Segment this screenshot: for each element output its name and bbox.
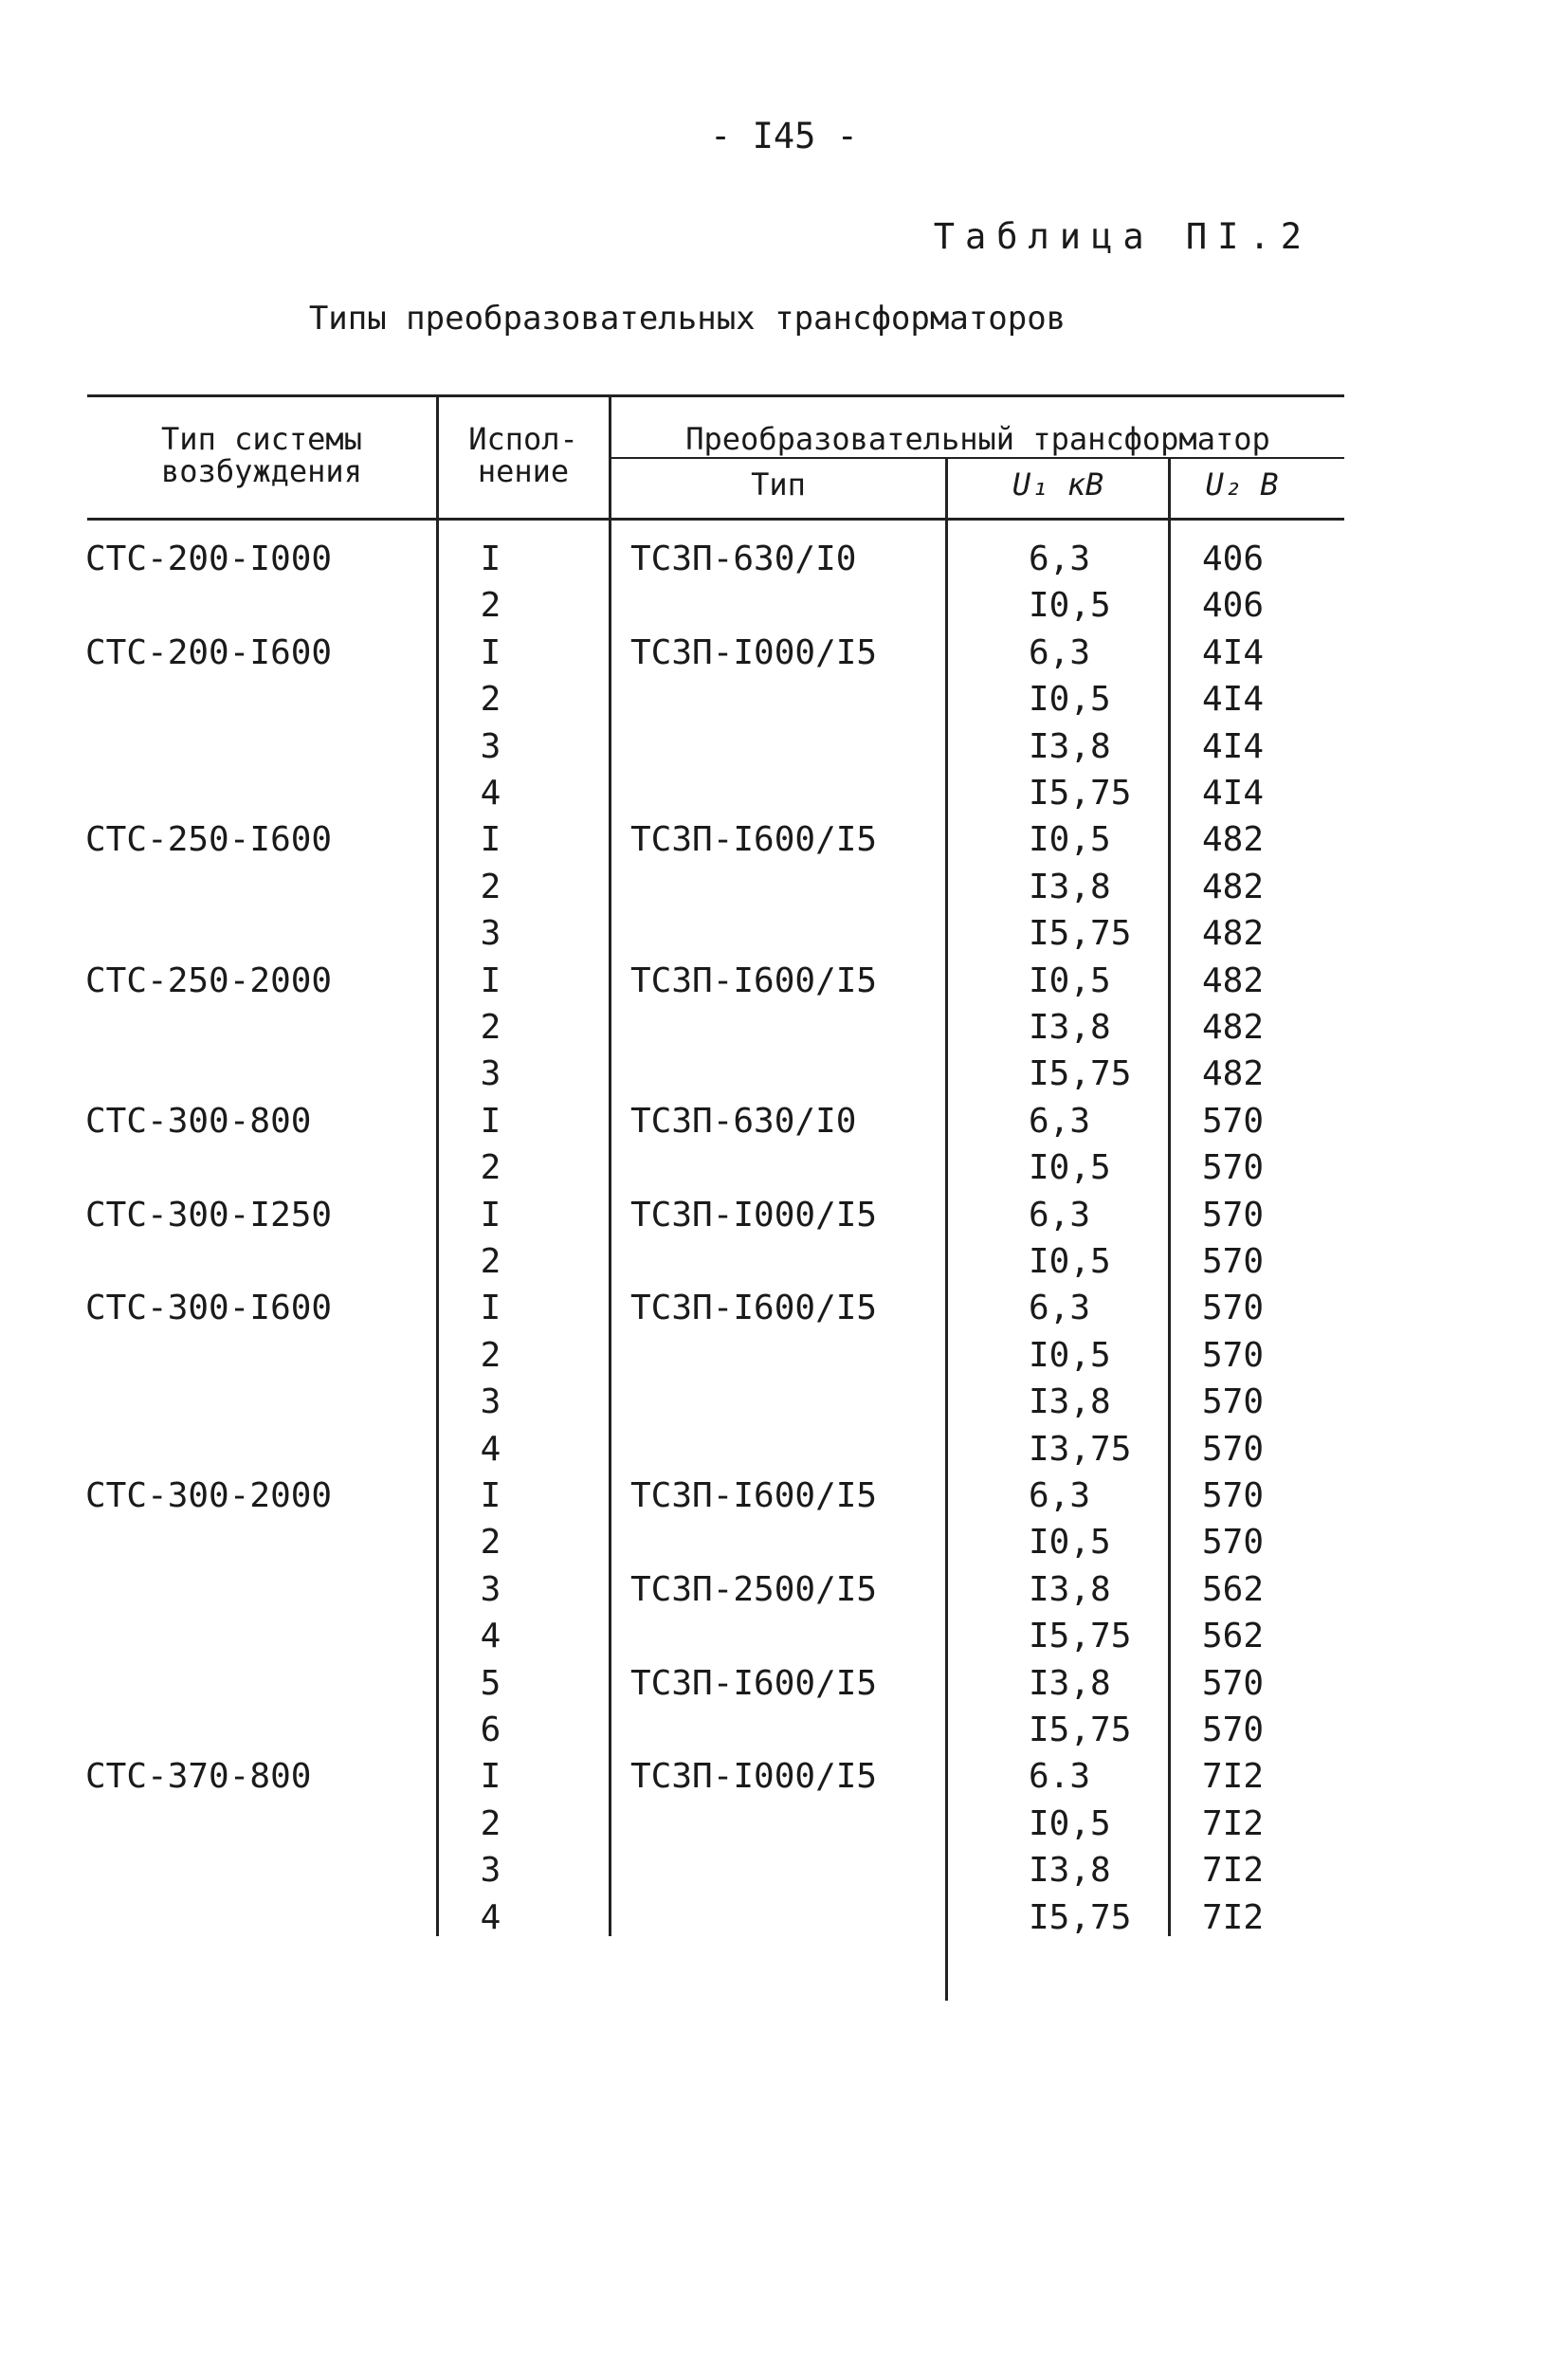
- header-version: [440, 423, 607, 487]
- cell-type: ТСЗП-630/I0: [630, 540, 857, 578]
- cell-version: I: [480, 540, 501, 578]
- cell-version: I: [480, 1757, 501, 1796]
- cell-system: СТС-250-2000: [85, 961, 333, 1000]
- cell-u2: 482: [1202, 868, 1265, 906]
- table-row: [0, 630, 1568, 676]
- table-title: Типы преобразовательных трансформаторов: [308, 300, 1067, 338]
- table-row: [0, 864, 1568, 910]
- table-row: [0, 1051, 1568, 1097]
- cell-system: СТС-300-800: [85, 1102, 312, 1141]
- cell-u1: I5,75: [1029, 1054, 1132, 1093]
- cell-system: СТС-300-I250: [85, 1196, 333, 1235]
- cell-u1: I3,75: [1029, 1430, 1132, 1469]
- cell-u1: I3,8: [1029, 868, 1111, 906]
- cell-version: 4: [480, 774, 501, 813]
- cell-version: 5: [480, 1664, 501, 1703]
- cell-version: 2: [480, 1804, 501, 1843]
- cell-system: СТС-200-I000: [85, 540, 333, 578]
- cell-u2: 482: [1202, 961, 1265, 1000]
- header-u2: U₂ В: [1205, 467, 1279, 503]
- cell-u1: I3,8: [1029, 1570, 1111, 1609]
- header-version-line2: нение: [477, 453, 570, 489]
- table-row: [0, 1707, 1568, 1753]
- table-row: [0, 1801, 1568, 1847]
- cell-type: ТСЗП-I600/I5: [630, 820, 878, 859]
- header-system-line1: Тип системы: [161, 421, 362, 457]
- header-u1: U₁ кВ: [1012, 467, 1104, 503]
- cell-version: I: [480, 1196, 501, 1235]
- header-type: Тип: [751, 467, 806, 503]
- cell-u2: 7I2: [1202, 1804, 1265, 1843]
- cell-u2: 570: [1202, 1242, 1265, 1281]
- table-row: [0, 1379, 1568, 1425]
- table-row: [0, 1566, 1568, 1613]
- cell-version: 2: [480, 1148, 501, 1187]
- cell-u1: I0,5: [1029, 1148, 1111, 1187]
- cell-u2: 570: [1202, 1289, 1265, 1327]
- table-label: Таблица ПI.2: [933, 216, 1312, 257]
- table-row: [0, 1894, 1568, 1941]
- cell-u1: I5,75: [1029, 1617, 1132, 1656]
- table-row: [0, 1473, 1568, 1519]
- cell-u2: 4I4: [1202, 680, 1265, 719]
- table-row: [0, 1192, 1568, 1238]
- cell-version: 2: [480, 868, 501, 906]
- cell-u2: 562: [1202, 1617, 1265, 1656]
- cell-type: ТСЗП-I000/I5: [630, 1196, 878, 1235]
- cell-u1: I3,8: [1029, 1851, 1111, 1890]
- cell-u1: I0,5: [1029, 1336, 1111, 1375]
- page-number: - I45 -: [710, 116, 858, 156]
- table-row: [0, 1660, 1568, 1707]
- cell-version: I: [480, 1289, 501, 1327]
- cell-u1: I3,8: [1029, 727, 1111, 766]
- header-system-line2: возбуждения: [161, 453, 362, 489]
- table-row: [0, 582, 1568, 629]
- table-row: [0, 958, 1568, 1004]
- cell-version: 2: [480, 680, 501, 719]
- cell-u1: I0,5: [1029, 1523, 1111, 1562]
- cell-u1: I3,8: [1029, 1664, 1111, 1703]
- header-bottom-rule: [87, 518, 1344, 521]
- cell-type: ТСЗП-I600/I5: [630, 1476, 878, 1515]
- table-row: [0, 1847, 1568, 1893]
- cell-u1: I0,5: [1029, 820, 1111, 859]
- cell-system: СТС-250-I600: [85, 820, 333, 859]
- cell-u1: 6,3: [1029, 1289, 1091, 1327]
- cell-u1: I5,75: [1029, 774, 1132, 813]
- table-row: [0, 1098, 1568, 1144]
- cell-u2: 7I2: [1202, 1851, 1265, 1890]
- cell-version: 4: [480, 1430, 501, 1469]
- cell-u1: 6,3: [1029, 1196, 1091, 1235]
- cell-type: ТСЗП-630/I0: [630, 1102, 857, 1141]
- cell-version: I: [480, 820, 501, 859]
- cell-type: ТСЗП-I600/I5: [630, 961, 878, 1000]
- cell-type: ТСЗП-I600/I5: [630, 1289, 878, 1327]
- table-row: [0, 1613, 1568, 1659]
- cell-u2: 562: [1202, 1570, 1265, 1609]
- group-header-rule: [610, 457, 1344, 459]
- table-row: [0, 1004, 1568, 1051]
- cell-u2: 570: [1202, 1102, 1265, 1141]
- table-row: [0, 1238, 1568, 1285]
- header-transformer: Преобразовательный трансформатор: [685, 421, 1270, 457]
- cell-version: 3: [480, 914, 501, 953]
- cell-version: 3: [480, 1851, 501, 1890]
- cell-u2: 570: [1202, 1148, 1265, 1187]
- cell-version: 3: [480, 1054, 501, 1093]
- cell-version: 4: [480, 1898, 501, 1937]
- cell-u1: I0,5: [1029, 1242, 1111, 1281]
- cell-u1: 6,3: [1029, 1102, 1091, 1141]
- cell-system: СТС-300-2000: [85, 1476, 333, 1515]
- table-row: [0, 910, 1568, 957]
- cell-version: 6: [480, 1711, 501, 1749]
- cell-u2: 482: [1202, 1054, 1265, 1093]
- table-row: [0, 770, 1568, 816]
- cell-u2: 482: [1202, 914, 1265, 953]
- cell-u1: I5,75: [1029, 1898, 1132, 1937]
- cell-u1: 6,3: [1029, 540, 1091, 578]
- cell-version: 3: [480, 1570, 501, 1609]
- cell-u1: I5,75: [1029, 914, 1132, 953]
- cell-version: 3: [480, 727, 501, 766]
- table-row: [0, 1426, 1568, 1473]
- table-row: [0, 1332, 1568, 1379]
- cell-system: СТС-300-I600: [85, 1289, 333, 1327]
- cell-u1: I0,5: [1029, 586, 1111, 625]
- table-row: [0, 1753, 1568, 1800]
- cell-version: 2: [480, 1242, 501, 1281]
- cell-u2: 570: [1202, 1523, 1265, 1562]
- cell-version: 2: [480, 1336, 501, 1375]
- cell-type: ТСЗП-2500/I5: [630, 1570, 878, 1609]
- cell-u2: 570: [1202, 1382, 1265, 1421]
- cell-u1: I0,5: [1029, 680, 1111, 719]
- table-top-rule: [87, 394, 1344, 397]
- cell-u1: I0,5: [1029, 1804, 1111, 1843]
- cell-version: I: [480, 1102, 501, 1141]
- cell-u2: 406: [1202, 586, 1265, 625]
- cell-version: 3: [480, 1382, 501, 1421]
- table-row: [0, 1285, 1568, 1331]
- table-row: [0, 536, 1568, 582]
- table-row: [0, 1519, 1568, 1565]
- cell-u1: 6.3: [1029, 1757, 1091, 1796]
- cell-u1: I3,8: [1029, 1382, 1111, 1421]
- cell-u1: I3,8: [1029, 1008, 1111, 1047]
- cell-u1: I0,5: [1029, 961, 1111, 1000]
- cell-u2: 570: [1202, 1476, 1265, 1515]
- cell-u2: 406: [1202, 540, 1265, 578]
- cell-u2: 482: [1202, 1008, 1265, 1047]
- cell-u2: 570: [1202, 1711, 1265, 1749]
- cell-system: СТС-200-I600: [85, 633, 333, 672]
- cell-version: I: [480, 961, 501, 1000]
- cell-type: ТСЗП-I600/I5: [630, 1664, 878, 1703]
- table-row: [0, 816, 1568, 863]
- cell-u1: 6,3: [1029, 1476, 1091, 1515]
- table-row: [0, 676, 1568, 723]
- cell-version: 2: [480, 586, 501, 625]
- cell-u2: 570: [1202, 1664, 1265, 1703]
- cell-type: ТСЗП-I000/I5: [630, 633, 878, 672]
- cell-system: СТС-370-800: [85, 1757, 312, 1796]
- cell-u2: 7I2: [1202, 1898, 1265, 1937]
- cell-type: ТСЗП-I000/I5: [630, 1757, 878, 1796]
- cell-version: 4: [480, 1617, 501, 1656]
- cell-version: 2: [480, 1523, 501, 1562]
- cell-version: 2: [480, 1008, 501, 1047]
- cell-u1: I5,75: [1029, 1711, 1132, 1749]
- table-row: [0, 723, 1568, 770]
- cell-u2: 570: [1202, 1430, 1265, 1469]
- cell-u2: 4I4: [1202, 727, 1265, 766]
- cell-u2: 7I2: [1202, 1757, 1265, 1796]
- cell-u2: 482: [1202, 820, 1265, 859]
- cell-u2: 570: [1202, 1196, 1265, 1235]
- header-system: [90, 423, 433, 487]
- cell-u2: 4I4: [1202, 633, 1265, 672]
- table-row: [0, 1144, 1568, 1191]
- cell-version: I: [480, 1476, 501, 1515]
- cell-u2: 4I4: [1202, 774, 1265, 813]
- header-version-line1: Испол-: [468, 421, 578, 457]
- cell-u2: 570: [1202, 1336, 1265, 1375]
- cell-u1: 6,3: [1029, 633, 1091, 672]
- cell-version: I: [480, 633, 501, 672]
